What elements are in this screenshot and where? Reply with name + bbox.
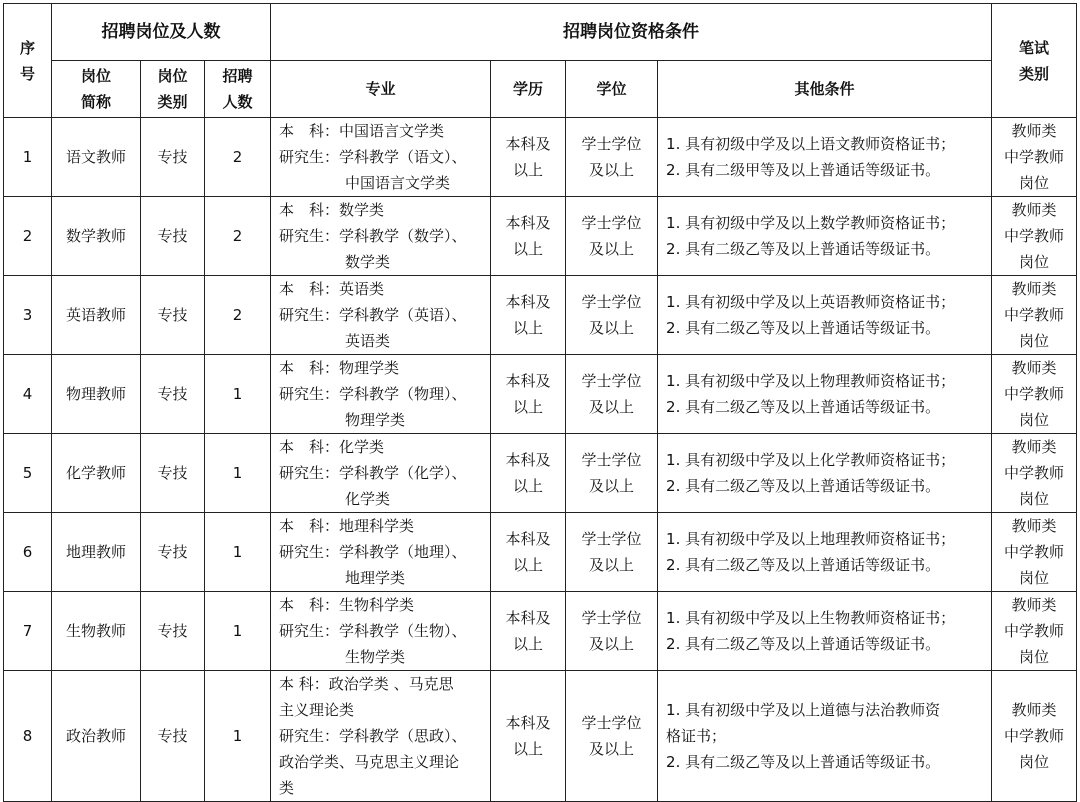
cell-degree-line: 学士学位 bbox=[581, 530, 642, 548]
cell-other-conditions bbox=[658, 434, 992, 513]
cell-degree-line: 学士学位 bbox=[581, 714, 642, 732]
cell-degree bbox=[566, 276, 658, 355]
table-row bbox=[4, 513, 1077, 592]
cell-education-line: 本科及 bbox=[505, 135, 551, 153]
header-group-qualifications: 招聘岗位资格条件 bbox=[271, 4, 992, 61]
cell-exam-category-line: 中学教师 bbox=[1004, 227, 1065, 245]
cell-exam-category-line: 中学教师 bbox=[1004, 727, 1065, 745]
header-post-type: 岗位 类别 bbox=[141, 61, 205, 118]
cell-post-name: 化学教师 bbox=[52, 434, 141, 513]
cell-exam-category-line: 岗位 bbox=[1019, 174, 1050, 192]
cell-other-conditions-line: 2. 具有二级甲等及以上普通话等级证书。 bbox=[666, 161, 941, 179]
cell-post-type: 专技 bbox=[141, 513, 205, 592]
cell-count: 1 bbox=[205, 434, 271, 513]
table-row bbox=[4, 355, 1077, 434]
cell-degree-line: 学士学位 bbox=[581, 214, 642, 232]
recruitment-table bbox=[3, 3, 1077, 802]
cell-major-line: 化学类 bbox=[345, 490, 391, 508]
cell-degree bbox=[566, 197, 658, 276]
cell-degree bbox=[566, 513, 658, 592]
cell-exam-category bbox=[992, 276, 1077, 355]
cell-degree bbox=[566, 434, 658, 513]
cell-other-conditions-line: 1. 具有初级中学及以上道德与法治教师资 bbox=[666, 701, 941, 719]
cell-major bbox=[271, 276, 491, 355]
cell-education-line: 以上 bbox=[513, 477, 544, 495]
cell-exam-category-line: 岗位 bbox=[1019, 253, 1050, 271]
cell-education-line: 以上 bbox=[513, 635, 544, 653]
cell-major-line: 政治学类、马克思主义理论 bbox=[279, 753, 460, 771]
cell-exam-category-line: 中学教师 bbox=[1004, 148, 1065, 166]
cell-education bbox=[491, 355, 566, 434]
cell-education bbox=[491, 197, 566, 276]
cell-count: 1 bbox=[205, 513, 271, 592]
cell-degree bbox=[566, 355, 658, 434]
cell-exam-category-line: 岗位 bbox=[1019, 490, 1050, 508]
cell-other-conditions-line: 1. 具有初级中学及以上化学教师资格证书； bbox=[666, 451, 956, 469]
cell-education bbox=[491, 513, 566, 592]
cell-other-conditions bbox=[658, 118, 992, 197]
cell-major-line: 本 科：英语类 bbox=[279, 280, 385, 298]
cell-count: 2 bbox=[205, 118, 271, 197]
cell-major bbox=[271, 355, 491, 434]
cell-exam-category-line: 教师类 bbox=[1011, 280, 1057, 298]
cell-major-line: 研究生：学科教学（地理）、 bbox=[279, 543, 467, 561]
cell-other-conditions-line: 2. 具有二级乙等及以上普通话等级证书。 bbox=[666, 556, 941, 574]
cell-count: 2 bbox=[205, 197, 271, 276]
cell-education bbox=[491, 276, 566, 355]
cell-post-type: 专技 bbox=[141, 197, 205, 276]
cell-other-conditions-line: 2. 具有二级乙等及以上普通话等级证书。 bbox=[666, 635, 941, 653]
cell-major-line: 研究生：学科教学（英语）、 bbox=[279, 306, 467, 324]
cell-major-line: 研究生：学科教学（语文）、 bbox=[279, 148, 467, 166]
cell-other-conditions-line: 2. 具有二级乙等及以上普通话等级证书。 bbox=[666, 240, 941, 258]
cell-major-line: 类 bbox=[279, 779, 295, 797]
cell-post-type: 专技 bbox=[141, 118, 205, 197]
cell-exam-category-line: 教师类 bbox=[1011, 438, 1057, 456]
cell-exam-category-line: 中学教师 bbox=[1004, 622, 1065, 640]
cell-seq: 6 bbox=[4, 513, 52, 592]
cell-education-line: 本科及 bbox=[505, 372, 551, 390]
cell-major-line: 本 科：生物科学类 bbox=[279, 596, 415, 614]
cell-major-line: 研究生：学科教学（思政）、 bbox=[279, 727, 467, 745]
cell-other-conditions-line: 2. 具有二级乙等及以上普通话等级证书。 bbox=[666, 753, 941, 771]
cell-degree bbox=[566, 118, 658, 197]
cell-education-line: 以上 bbox=[513, 319, 544, 337]
cell-major bbox=[271, 592, 491, 671]
cell-exam-category-line: 中学教师 bbox=[1004, 543, 1065, 561]
cell-exam-category bbox=[992, 118, 1077, 197]
header-degree: 学位 bbox=[566, 61, 658, 118]
cell-exam-category-line: 岗位 bbox=[1019, 753, 1050, 771]
cell-post-type: 专技 bbox=[141, 671, 205, 802]
cell-degree bbox=[566, 671, 658, 802]
table-row bbox=[4, 276, 1077, 355]
table-row bbox=[4, 671, 1077, 802]
cell-degree-line: 学士学位 bbox=[581, 609, 642, 627]
cell-major-line: 生物学类 bbox=[345, 648, 406, 666]
cell-education-line: 以上 bbox=[513, 556, 544, 574]
cell-seq: 8 bbox=[4, 671, 52, 802]
cell-other-conditions bbox=[658, 513, 992, 592]
cell-post-type: 专技 bbox=[141, 592, 205, 671]
cell-exam-category-line: 岗位 bbox=[1019, 569, 1050, 587]
cell-degree-line: 及以上 bbox=[589, 556, 635, 574]
header-post-name: 岗位 简称 bbox=[52, 61, 141, 118]
cell-major bbox=[271, 671, 491, 802]
cell-major bbox=[271, 118, 491, 197]
cell-exam-category-line: 教师类 bbox=[1011, 517, 1057, 535]
cell-post-name: 生物教师 bbox=[52, 592, 141, 671]
header-count: 招聘 人数 bbox=[205, 61, 271, 118]
cell-other-conditions bbox=[658, 355, 992, 434]
cell-education-line: 以上 bbox=[513, 240, 544, 258]
cell-degree-line: 及以上 bbox=[589, 161, 635, 179]
cell-other-conditions bbox=[658, 276, 992, 355]
cell-post-name: 英语教师 bbox=[52, 276, 141, 355]
cell-exam-category bbox=[992, 197, 1077, 276]
cell-count: 2 bbox=[205, 276, 271, 355]
cell-exam-category-line: 岗位 bbox=[1019, 648, 1050, 666]
cell-degree-line: 学士学位 bbox=[581, 135, 642, 153]
cell-education-line: 本科及 bbox=[505, 293, 551, 311]
header-group-posts: 招聘岗位及人数 bbox=[52, 4, 271, 61]
table-row bbox=[4, 592, 1077, 671]
table-row bbox=[4, 197, 1077, 276]
cell-exam-category-line: 中学教师 bbox=[1004, 385, 1065, 403]
cell-education-line: 以上 bbox=[513, 740, 544, 758]
cell-other-conditions-line: 1. 具有初级中学及以上地理教师资格证书； bbox=[666, 530, 956, 548]
cell-exam-category-line: 教师类 bbox=[1011, 701, 1057, 719]
cell-major bbox=[271, 513, 491, 592]
cell-exam-category-line: 中学教师 bbox=[1004, 464, 1065, 482]
cell-major-line: 研究生：学科教学（数学）、 bbox=[279, 227, 467, 245]
cell-education bbox=[491, 434, 566, 513]
cell-education-line: 以上 bbox=[513, 398, 544, 416]
cell-other-conditions bbox=[658, 592, 992, 671]
cell-education bbox=[491, 671, 566, 802]
cell-major-line: 中国语言文学类 bbox=[345, 174, 451, 192]
cell-degree-line: 及以上 bbox=[589, 740, 635, 758]
cell-education-line: 本科及 bbox=[505, 451, 551, 469]
cell-education-line: 以上 bbox=[513, 161, 544, 179]
cell-post-name: 数学教师 bbox=[52, 197, 141, 276]
cell-post-type: 专技 bbox=[141, 434, 205, 513]
cell-seq: 3 bbox=[4, 276, 52, 355]
cell-other-conditions-line: 1. 具有初级中学及以上物理教师资格证书； bbox=[666, 372, 956, 390]
cell-seq: 5 bbox=[4, 434, 52, 513]
cell-count: 1 bbox=[205, 355, 271, 434]
cell-degree-line: 及以上 bbox=[589, 240, 635, 258]
cell-exam-category-line: 教师类 bbox=[1011, 122, 1057, 140]
cell-education-line: 本科及 bbox=[505, 609, 551, 627]
table-body bbox=[4, 118, 1077, 802]
cell-major-line: 本 科：中国语言文学类 bbox=[279, 122, 445, 140]
cell-exam-category-line: 中学教师 bbox=[1004, 306, 1065, 324]
header-major: 专业 bbox=[271, 61, 491, 118]
cell-major-line: 研究生：学科教学（物理）、 bbox=[279, 385, 467, 403]
cell-other-conditions-line: 1. 具有初级中学及以上生物教师资格证书； bbox=[666, 609, 956, 627]
cell-major-line: 本 科：数学类 bbox=[279, 201, 385, 219]
cell-degree-line: 学士学位 bbox=[581, 451, 642, 469]
cell-major-line: 研究生：学科教学（化学）、 bbox=[279, 464, 467, 482]
cell-post-name: 物理教师 bbox=[52, 355, 141, 434]
cell-education bbox=[491, 592, 566, 671]
cell-other-conditions bbox=[658, 671, 992, 802]
cell-education-line: 本科及 bbox=[505, 214, 551, 232]
cell-major-line: 本 科：政治学类 、马克思 bbox=[279, 675, 454, 693]
cell-exam-category-line: 教师类 bbox=[1011, 201, 1057, 219]
cell-degree-line: 学士学位 bbox=[581, 372, 642, 390]
cell-major-line: 本 科：物理学类 bbox=[279, 359, 400, 377]
cell-seq: 1 bbox=[4, 118, 52, 197]
header-seq: 序 号 bbox=[4, 4, 52, 118]
cell-exam-category bbox=[992, 592, 1077, 671]
cell-post-type: 专技 bbox=[141, 355, 205, 434]
cell-degree-line: 及以上 bbox=[589, 319, 635, 337]
cell-post-name: 语文教师 bbox=[52, 118, 141, 197]
cell-count: 1 bbox=[205, 671, 271, 802]
cell-major-line: 研究生：学科教学（生物）、 bbox=[279, 622, 467, 640]
cell-post-type: 专技 bbox=[141, 276, 205, 355]
cell-education-line: 本科及 bbox=[505, 714, 551, 732]
cell-other-conditions-line: 2. 具有二级乙等及以上普通话等级证书。 bbox=[666, 319, 941, 337]
cell-other-conditions-line: 2. 具有二级乙等及以上普通话等级证书。 bbox=[666, 477, 941, 495]
cell-exam-category-line: 教师类 bbox=[1011, 596, 1057, 614]
cell-education-line: 本科及 bbox=[505, 530, 551, 548]
cell-degree-line: 及以上 bbox=[589, 398, 635, 416]
cell-major-line: 本 科：化学类 bbox=[279, 438, 385, 456]
header-other-conditions: 其他条件 bbox=[658, 61, 992, 118]
cell-major-line: 数学类 bbox=[345, 253, 391, 271]
cell-other-conditions-line: 1. 具有初级中学及以上语文教师资格证书； bbox=[666, 135, 956, 153]
cell-seq: 4 bbox=[4, 355, 52, 434]
cell-degree-line: 及以上 bbox=[589, 635, 635, 653]
cell-post-name: 地理教师 bbox=[52, 513, 141, 592]
cell-exam-category bbox=[992, 434, 1077, 513]
cell-major-line: 英语类 bbox=[345, 332, 391, 350]
cell-education bbox=[491, 118, 566, 197]
cell-other-conditions bbox=[658, 197, 992, 276]
cell-major-line: 物理学类 bbox=[345, 411, 406, 429]
cell-other-conditions-line: 2. 具有二级乙等及以上普通话等级证书。 bbox=[666, 398, 941, 416]
cell-other-conditions-line: 格证书； bbox=[666, 727, 727, 745]
cell-exam-category bbox=[992, 513, 1077, 592]
table-row bbox=[4, 118, 1077, 197]
header-education: 学历 bbox=[491, 61, 566, 118]
cell-major bbox=[271, 197, 491, 276]
cell-seq: 2 bbox=[4, 197, 52, 276]
cell-other-conditions-line: 1. 具有初级中学及以上数学教师资格证书； bbox=[666, 214, 956, 232]
cell-exam-category-line: 岗位 bbox=[1019, 411, 1050, 429]
cell-seq: 7 bbox=[4, 592, 52, 671]
cell-exam-category-line: 岗位 bbox=[1019, 332, 1050, 350]
cell-degree bbox=[566, 592, 658, 671]
cell-major-line: 本 科：地理科学类 bbox=[279, 517, 415, 535]
cell-other-conditions-line: 1. 具有初级中学及以上英语教师资格证书； bbox=[666, 293, 956, 311]
cell-degree-line: 学士学位 bbox=[581, 293, 642, 311]
cell-major-line: 主义理论类 bbox=[279, 701, 355, 719]
cell-exam-category-line: 教师类 bbox=[1011, 359, 1057, 377]
table-row bbox=[4, 434, 1077, 513]
cell-major-line: 地理学类 bbox=[345, 569, 406, 587]
cell-exam-category bbox=[992, 671, 1077, 802]
cell-count: 1 bbox=[205, 592, 271, 671]
cell-post-name: 政治教师 bbox=[52, 671, 141, 802]
header-exam-category: 笔试 类别 bbox=[992, 4, 1077, 118]
cell-exam-category bbox=[992, 355, 1077, 434]
cell-major bbox=[271, 434, 491, 513]
cell-degree-line: 及以上 bbox=[589, 477, 635, 495]
